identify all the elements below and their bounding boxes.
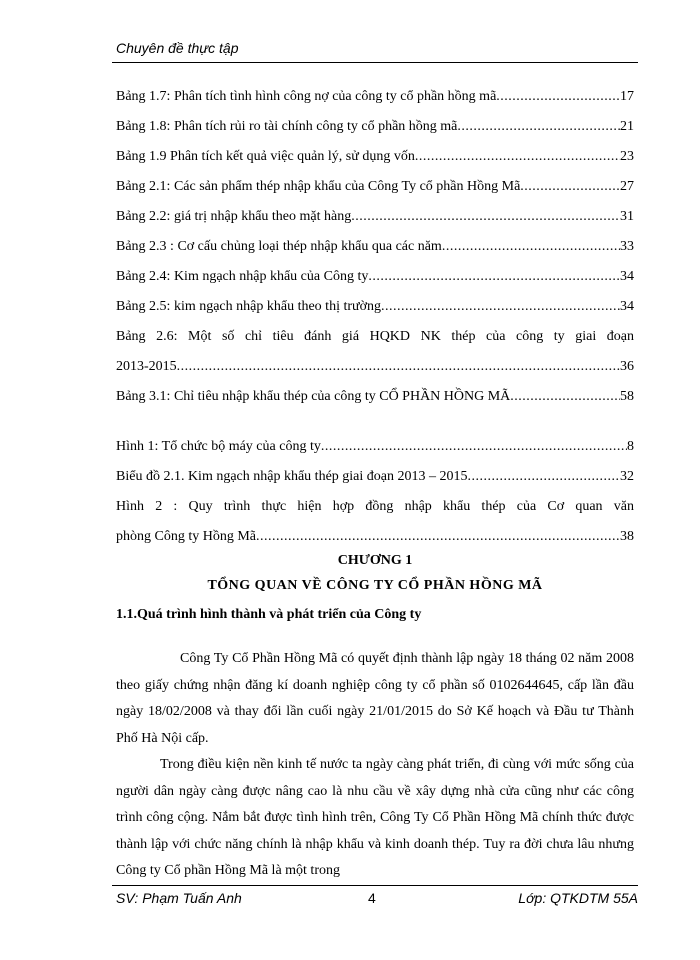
toc-entry <box>116 108 634 138</box>
toc-entry-label: Bảng 2.2: giá trị nhập khẩu theo mặt hàng <box>116 209 352 224</box>
toc-leader-dots <box>381 296 620 318</box>
toc-entry <box>116 288 634 318</box>
toc-entry <box>116 168 634 198</box>
toc-entry-page: 58 <box>620 389 634 404</box>
toc-leader-dots <box>177 356 620 378</box>
toc-entry-label: Bảng 2.1: Các sản phẩm thép nhập khẩu của Công Ty cổ phần Hồng Mã <box>116 179 521 194</box>
toc-entry <box>116 78 634 108</box>
toc-entry-label: Bảng 1.7: Phân tích tình hình công nợ của công ty cổ phần hồng mã <box>116 89 497 104</box>
toc-entry-page: 34 <box>620 299 634 314</box>
toc-spacer <box>116 408 634 428</box>
toc-entry-label: phòng Công ty Hồng Mã <box>116 529 256 544</box>
toc-entry-line2 <box>116 518 634 548</box>
toc-entry-page: 8 <box>627 439 634 454</box>
toc-entry <box>116 198 634 228</box>
toc-entry-label: Hình 2 : Quy trình thực hiện hợp đồng nhập khẩu thép của Cơ quan văn <box>116 499 634 514</box>
toc-entry <box>116 258 634 288</box>
toc-entry-label: Bảng 2.5: kim ngạch nhập khẩu theo thị trường <box>116 299 382 314</box>
page-header-title: Chuyên đề thực tập <box>116 40 239 56</box>
toc-entry-page: 31 <box>620 209 634 224</box>
toc-entry-label: Bảng 3.1: Chỉ tiêu nhập khẩu thép của công ty CỔ PHẦN HỒNG MÃ <box>116 389 511 404</box>
toc-entry <box>116 228 634 258</box>
toc-entry-line1 <box>116 318 634 348</box>
toc-entry-page: 34 <box>620 269 634 284</box>
header-rule <box>112 62 638 63</box>
toc-entry-line2 <box>116 348 634 378</box>
footer-rule <box>112 885 638 886</box>
toc-entry-label: Biểu đồ 2.1. Kim ngạch nhập khẩu thép giai đoạn 2013 – 2015 <box>116 469 468 484</box>
toc-entry-page: 23 <box>620 149 634 164</box>
toc-entry-label: Bảng 2.4: Kim ngạch nhập khẩu của Công ty <box>116 269 369 284</box>
toc-entry-page: 17 <box>620 89 634 104</box>
toc-entry-page: 38 <box>620 529 634 544</box>
toc-entry-page: 32 <box>620 469 634 484</box>
toc-entry-page: 21 <box>620 119 634 134</box>
toc-entry <box>116 138 634 168</box>
toc-leader-dots <box>256 526 620 548</box>
toc-entry-label: Bảng 2.6: Một số chỉ tiêu đánh giá HQKD NK thép của công ty giai đoạn <box>116 329 634 344</box>
toc-leader-dots <box>442 236 620 258</box>
toc-entry-label: Bảng 1.9 Phân tích kết quả việc quản lý, sử dụng vốn <box>116 149 415 164</box>
toc-entry-page: 36 <box>620 359 634 374</box>
chapter-title: TỔNG QUAN VỀ CÔNG TY CỔ PHẦN HỒNG MÃ <box>207 578 543 593</box>
toc-entry-label: Bảng 2.3 : Cơ cấu chủng loại thép nhập khẩu qua các năm <box>116 239 442 254</box>
chapter-number: CHƯƠNG 1 <box>337 553 413 568</box>
toc-leader-dots <box>457 116 620 138</box>
footer-page-number: 4 <box>368 890 376 906</box>
footer-student-name: SV: Phạm Tuấn Anh <box>116 890 242 906</box>
toc-entry <box>116 458 634 488</box>
toc-leader-dots <box>321 436 627 458</box>
toc-entry-label: Bảng 1.8: Phân tích rủi ro tài chính công ty cổ phần hồng mã <box>116 119 458 134</box>
toc-leader-dots <box>468 466 621 488</box>
table-of-contents <box>116 78 634 548</box>
toc-entry-line1 <box>116 488 634 518</box>
toc-leader-dots <box>415 146 620 168</box>
toc-entry-page: 27 <box>620 179 634 194</box>
toc-leader-dots <box>496 86 620 108</box>
toc-leader-dots <box>510 386 620 408</box>
toc-entry-label: Hình 1: Tổ chức bộ máy của công ty <box>116 439 321 454</box>
toc-leader-dots <box>368 266 620 288</box>
body-paragraph: Công Ty Cổ Phần Hồng Mã có quyết định thành lập ngày 18 tháng 02 năm 2008 theo giấy chứng nhận đăng kí doanh nghiệp công ty cổ phần số 0102644645, cấp lần đầu ngày 18/02/2008 và thay đổi lần cuối ngày 21/01/2015 do Sở Kế hoạch và Đầu tư Thành Phố Hà Nội cấp. <box>116 651 634 746</box>
section-heading: 1.1.Quá trình hình thành và phát triển của Công ty <box>116 607 422 622</box>
toc-leader-dots <box>351 206 620 228</box>
footer-class-label: Lớp: QTKDTM 55A <box>518 890 638 906</box>
toc-entry <box>116 378 634 408</box>
toc-entry <box>116 428 634 458</box>
toc-entry-label: 2013-2015 <box>116 359 177 374</box>
toc-leader-dots <box>520 176 620 198</box>
toc-entry-page: 33 <box>620 239 634 254</box>
body-paragraph: Trong điều kiện nền kinh tế nước ta ngày càng phát triển, đi cùng với mức sống của người dân ngày càng được nâng cao là nhu cầu về xây dựng nhà cửa cũng như các công trình công cộng. Nắm bắt được tình hình trên, Công Ty Cổ Phần Hồng Mã chính thức được thành lập với chức năng chính là nhập khẩu và kinh doanh thép. Tuy ra đời chưa lâu nhưng Công ty Cổ phần Hồng Mã là một trong <box>116 757 634 878</box>
